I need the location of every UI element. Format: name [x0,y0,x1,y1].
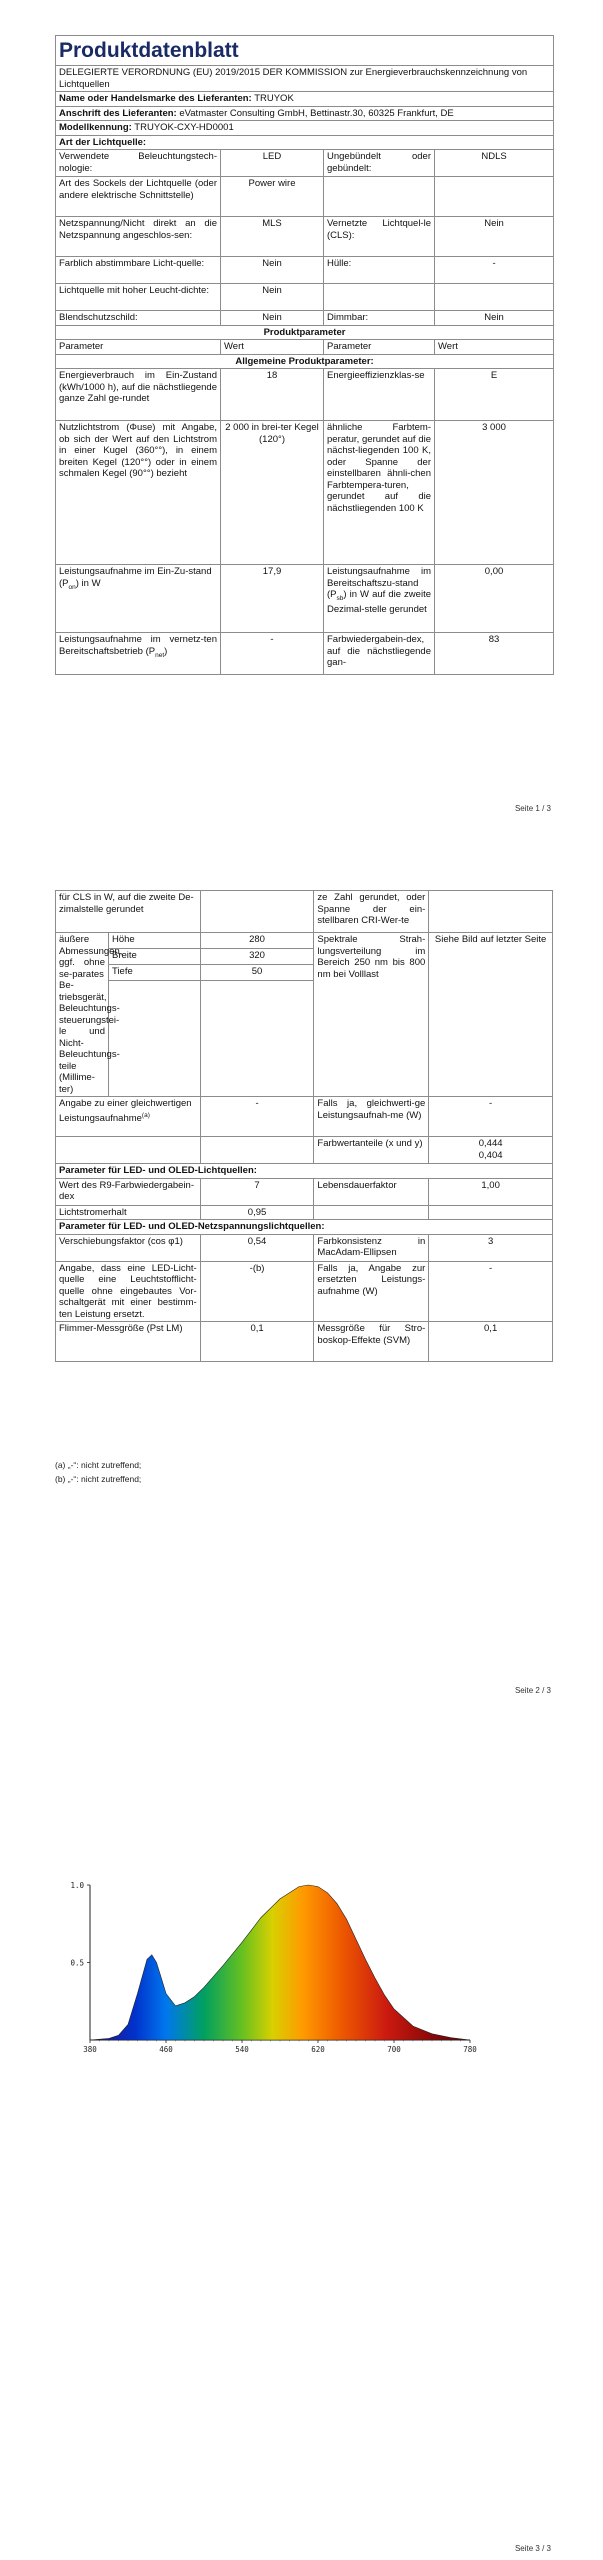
param-value [429,1205,553,1220]
param-value: -(b) [200,1261,314,1322]
spectrum-area [90,1885,470,2040]
param-row [56,421,554,565]
param-label: Farbwiedergabein-dex, auf die nächstliegende gan- [324,633,435,675]
param-label: Falls ja, gleichwerti-ge Leistungsaufnah-me (W) [314,1097,429,1137]
equiv-label: Angabe zu einer gleichwertigen Leistungsaufnahme [59,1098,192,1124]
mains-params-heading: Parameter für LED- und OLED-Netzspannungslichtquellen: [56,1220,553,1235]
chromaticity-y: 0,404 [478,1149,503,1161]
empty-cell [109,980,201,1096]
param-label: Lichtstromerhalt [56,1205,201,1220]
param-row [56,1234,553,1261]
dimension-value: 280 [200,933,314,949]
x-tick-label: 700 [387,2045,401,2054]
param-row [56,633,554,675]
param-value [200,891,314,933]
product-datasheet-table [55,35,554,675]
param-value: 1,00 [429,1178,553,1205]
param-value: - [429,1097,553,1137]
led-params-heading: Parameter für LED- und OLED-Lichtquellen: [56,1164,553,1179]
param-row [56,1322,553,1362]
param-label: Verschiebungsfaktor (cos φ1) [56,1234,201,1261]
type-label: Hülle: [324,257,435,284]
type-value: Nein [435,311,554,326]
page-title: Produktdatenblatt [56,36,554,66]
page-3 [0,1720,603,2560]
param-label: Falls ja, Angabe zur ersetzten Leistungs-aufnahme (W) [314,1261,429,1322]
page-2 [0,880,603,1700]
light-source-type-heading: Art der Lichtquelle: [56,135,554,150]
param-label: Nutzlichtstrom (Φuse) mit Angabe, ob sich der Wert auf den Lichtstrom in einer Kugel (360°°), in einem breiten Kegel (120°°) oder in einem schmalen Kegel (90°°) bezieht [56,421,221,565]
param-label: Flimmer-Messgröße (Pst LM) [56,1322,201,1362]
type-label: Netzspannung/Nicht direkt an die Netzspannung angeschlos-sen: [56,217,221,257]
type-value: MLS [221,217,324,257]
param-value [429,1137,553,1164]
dimension-value: 320 [200,948,314,964]
model-id: TRUYOK-CXY-HD0001 [134,122,234,133]
param-label: Energieverbrauch im Ein-Zustand (kWh/1000 h), auf die nächstliegende ganze Zahl ge-rundet [56,369,221,421]
param-value: E [435,369,554,421]
param-label: Leistungsaufnahme im Bereitschaftszu-stand $(P_{sb})$ in W auf die zweite Dezimal-stelle gerundet [324,565,435,633]
type-label: Ungebündelt oder gebündelt: [324,150,435,177]
param-value: 0,95 [200,1205,314,1220]
param-value: 0,54 [200,1234,314,1261]
x-tick-label: 540 [235,2045,249,2054]
dimension-name: Tiefe [109,964,201,980]
dimension-name: Breite [109,948,201,964]
type-label: Farblich abstimmbare Licht-quelle: [56,257,221,284]
supplier-address-row [56,106,554,121]
type-label: Vernetzte Lichtquel-le (CLS): [324,217,435,257]
type-row [56,150,554,177]
type-row [56,257,554,284]
param-value: 17,9 [221,565,324,633]
param-label: ähnliche Farbtem-peratur, gerundet auf die nächst-liegenden 100 K, oder Spanne der einstellbaren ähnli-chen Farbtempera-turen, gerundet auf die nächstliegenden 100 K [324,421,435,565]
column-header-row [56,340,554,355]
param-row [56,369,554,421]
type-label: Art des Sockels der Lichtquelle (oder andere elektrische Schnittstelle) [56,177,221,217]
param-label: Wert des R9-Farbwiedergabein-dex [56,1178,201,1205]
param-label: Leistungsaufnahme im Ein-Zu-stand $(P_{on})$ in W [56,565,221,633]
chart-marks [90,1885,470,2040]
param-label [56,1097,201,1137]
param-row [56,1097,553,1137]
param-label: Angabe, dass eine LED-Licht-quelle eine Leuchtstofflicht-quelle ohne eingebautes Vor-schaltgerät mit einer bestimm-ten Leistung ersetzt. [56,1261,201,1322]
type-label: Lichtquelle mit hoher Leucht-dichte: [56,284,221,311]
page-number: Seite 2 / 3 [514,1686,551,1695]
page-number: Seite 1 / 3 [514,804,551,813]
dimensions-label: äußere Abmessungen, ggf. ohne se-parates Be-triebsgerät, Beleuchtungs-steuerungstei-le und Nicht-Beleuchtungs-teile (Millime-ter) [56,933,109,1097]
type-value [435,177,554,217]
param-value: 0,1 [429,1322,553,1362]
param-label: Farbwertanteile (x und y) [314,1137,429,1164]
column-header: Wert [221,340,324,355]
param-value: 2 000 in brei-ter Kegel (120°) [221,421,324,565]
param-value: - [221,633,324,675]
param-label: Lebensdauerfaktor [314,1178,429,1205]
param-row [56,1205,553,1220]
column-header: Wert [435,340,554,355]
type-value [435,284,554,311]
x-tick-label: 460 [159,2045,173,2054]
footnote-a: (a) „-“: nicht zutreffend; [55,1460,142,1470]
product-datasheet-table-continued [55,890,553,1362]
param-value: 3 [429,1234,553,1261]
param-row [56,1137,553,1164]
param-label: für CLS in W, auf die zweite De-zimalstelle gerundet [56,891,201,933]
param-value: 7 [200,1178,314,1205]
footnote-b: (b) „-“: nicht zutreffend; [55,1474,142,1484]
dimension-value: 50 [200,964,314,980]
x-tick-label: 780 [463,2045,477,2054]
x-tick-label: 620 [311,2045,325,2054]
spectral-distribution-chart [60,1870,480,2070]
param-row [56,1178,553,1205]
type-label [324,284,435,311]
param-row [56,565,554,633]
param-label: ze Zahl gerundet, oder Spanne der ein-stellbaren CRI-Wer-te [314,891,429,933]
dimension-name: Höhe [109,933,201,949]
type-value: NDLS [435,150,554,177]
type-value: LED [221,150,324,177]
column-header: Parameter [324,340,435,355]
type-label: Dimmbar: [324,311,435,326]
type-label [324,177,435,217]
param-value: 0,00 [435,565,554,633]
supplier-name-label: Name oder Handelsmarke des Lieferanten: [59,93,252,104]
param-value: 0,1 [200,1322,314,1362]
param-row [56,1261,553,1322]
type-value: - [435,257,554,284]
supplier-name-row [56,92,554,107]
type-value: Nein [221,311,324,326]
type-row [56,311,554,326]
supplier-address-label: Anschrift des Lieferanten: [59,107,177,119]
footnote-ref: (a) [141,1111,150,1119]
param-value: 18 [221,369,324,421]
y-tick-label: 1.0 [70,1881,84,1890]
param-row [56,891,553,933]
type-value: Nein [221,284,324,311]
empty-cell [56,1137,201,1164]
param-value: 3 000 [435,421,554,565]
type-row [56,284,554,311]
param-label: Energieeffizienzklas-se [324,369,435,421]
model-row [56,121,554,136]
spectrum-label: Spektrale Strah-lungsverteilung im Bereich 250 nm bis 800 nm bei Volllast [314,933,429,1097]
type-row [56,217,554,257]
param-value: 83 [435,633,554,675]
page-number: Seite 3 / 3 [514,2544,551,2553]
column-header: Parameter [56,340,221,355]
chromaticity-x: 0,444 [478,1138,503,1149]
type-value: Nein [435,217,554,257]
type-value: Power wire [221,177,324,217]
param-label: Leistungsaufnahme im vernetz-ten Bereitschaftsbetrieb $(P_{net})$ [56,633,221,675]
dimension-row [56,933,553,949]
type-label: Blendschutzschild: [56,311,221,326]
empty-cell [200,1137,314,1164]
spectrum-value: Siehe Bild auf letzter Seite [429,933,553,1097]
page-1 [0,0,603,820]
param-label [314,1205,429,1220]
x-tick-label: 380 [83,2045,97,2054]
type-row [56,177,554,217]
product-params-heading: Produktparameter [56,325,554,340]
param-label: Messgröße für Stro-boskop-Effekte (SVM) [314,1322,429,1362]
param-value: - [429,1261,553,1322]
model-label: Modellkennung: [59,122,132,133]
type-label: Verwendete Beleuchtungstech-nologie: [56,150,221,177]
supplier-name: TRUYOK [254,93,294,104]
param-value: - [200,1097,314,1137]
param-value [429,891,553,933]
supplier-address: eVatmaster Consulting GmbH, Bettinastr.30, 60325 Frankfurt, DE [179,107,454,119]
regulation-text: DELEGIERTE VERORDNUNG (EU) 2019/2015 DER KOMMISSION zur Energieverbrauchskennzeichnung von Lichtquellen [56,66,554,92]
general-params-heading: Allgemeine Produktparameter: [56,354,554,369]
y-tick-label: 0.5 [70,1958,84,1968]
param-label: Farbkonsistenz in MacAdam-Ellipsen [314,1234,429,1261]
empty-cell [200,980,314,1096]
type-value: Nein [221,257,324,284]
